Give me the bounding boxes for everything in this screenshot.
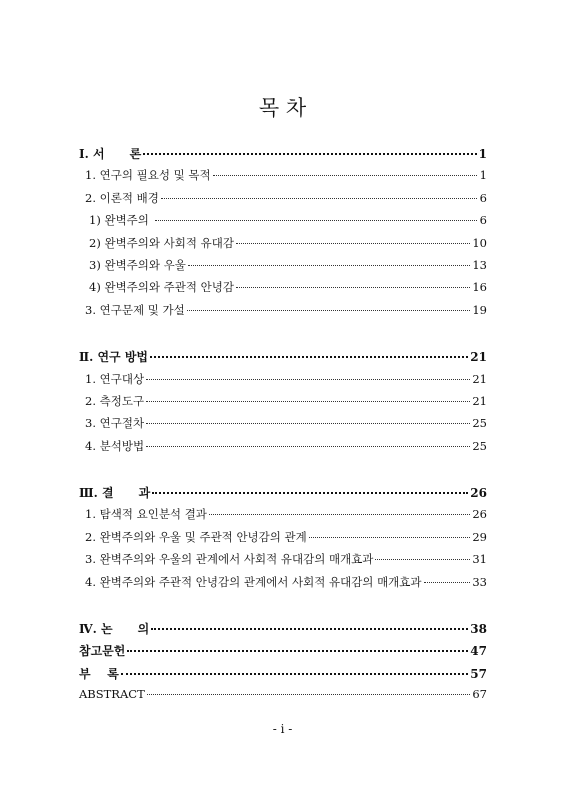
toc-entry[interactable] [79, 415, 487, 437]
toc-entry-label: 2. 완벽주의와 우울 및 주관적 안녕감의 관계 [85, 529, 307, 544]
page-title: 목 차 [258, 96, 307, 120]
toc-page-number: 6 [479, 213, 487, 228]
dot-leader [187, 310, 471, 311]
dot-leader [143, 153, 476, 155]
toc-entry[interactable] [79, 167, 487, 189]
toc-page-number: 21 [470, 350, 487, 365]
toc-page-number: 29 [472, 529, 487, 544]
toc-page-number: 25 [472, 438, 487, 453]
dot-leader [146, 401, 470, 402]
toc-subentry[interactable] [79, 257, 487, 279]
toc-entry-label: 2) 완벽주의와 사회적 유대감 [89, 235, 234, 250]
dot-leader [127, 650, 468, 652]
dot-leader [146, 423, 470, 424]
section-spacer [79, 596, 487, 620]
toc-entry[interactable] [79, 190, 487, 212]
toc-chapter-4[interactable] [79, 620, 487, 642]
table-of-contents [79, 145, 487, 710]
toc-page-number: 1 [479, 168, 487, 183]
toc-abstract[interactable] [79, 687, 487, 709]
toc-entry[interactable] [79, 302, 487, 324]
dot-leader [150, 356, 468, 358]
dot-leader [188, 265, 470, 266]
dot-leader [155, 220, 477, 221]
toc-chapter-label: Ⅳ. 논 의 [79, 622, 150, 637]
toc-page-number: 26 [472, 507, 487, 522]
toc-entry-label: 4) 완벽주의와 주관적 안녕감 [89, 280, 234, 295]
dot-leader [152, 492, 468, 494]
toc-entry[interactable] [79, 551, 487, 573]
toc-page-number: 25 [472, 416, 487, 431]
toc-page-number: 31 [472, 552, 487, 567]
toc-subentry[interactable] [79, 235, 487, 257]
dot-leader [236, 243, 470, 244]
toc-chapter-label: Ⅲ. 결 과 [79, 486, 151, 501]
toc-page-number: 67 [472, 687, 487, 702]
toc-chapter-1[interactable] [79, 145, 487, 167]
toc-entry-label: 1. 연구대상 [85, 371, 145, 386]
toc-page-number: 6 [479, 190, 487, 205]
toc-entry-label: 1. 탐색적 요인분석 결과 [85, 507, 207, 522]
toc-page-number: 38 [470, 622, 487, 637]
toc-page-number: 19 [472, 302, 487, 317]
toc-entry[interactable] [79, 371, 487, 393]
toc-entry-label: 4. 분석방법 [85, 438, 145, 453]
toc-subentry[interactable] [79, 279, 487, 301]
toc-chapter-label: Ⅱ. 연구 방법 [79, 350, 149, 365]
toc-page-number: 1 [478, 147, 487, 161]
toc-entry-label: 2. 측정도구 [85, 393, 145, 408]
toc-chapter-label: 참고문헌 [79, 644, 126, 659]
section-spacer [79, 324, 487, 348]
dot-leader [146, 379, 470, 380]
section-spacer [79, 460, 487, 484]
toc-appendix[interactable] [79, 665, 487, 687]
toc-entry-label: 3. 연구절차 [85, 416, 145, 431]
toc-page-number: 21 [472, 393, 487, 408]
toc-entry[interactable] [79, 574, 487, 596]
toc-page-number: 26 [470, 486, 487, 501]
dot-leader [309, 537, 471, 538]
toc-chapter-3[interactable] [79, 484, 487, 506]
dot-leader [147, 694, 471, 695]
toc-entry-label: 1. 연구의 필요성 및 목적 [85, 168, 211, 183]
toc-references[interactable] [79, 642, 487, 664]
toc-page-number: 47 [470, 644, 487, 659]
toc-page-number: 10 [472, 235, 487, 250]
toc-entry-label: 3. 완벽주의와 우울의 관계에서 사회적 유대감의 매개효과 [85, 552, 374, 567]
toc-entry-label: 3. 연구문제 및 가설 [85, 302, 185, 317]
toc-entry-label: 1) 완벽주의 [89, 213, 153, 228]
dot-leader [121, 673, 468, 675]
toc-entry[interactable] [79, 529, 487, 551]
dot-leader [209, 514, 470, 515]
toc-entry[interactable] [79, 438, 487, 460]
toc-page-number: 13 [472, 257, 487, 272]
toc-page-number: 33 [472, 574, 487, 589]
toc-entry[interactable] [79, 393, 487, 415]
dot-leader [236, 287, 470, 288]
dot-leader [151, 628, 468, 630]
dot-leader [213, 175, 477, 176]
toc-subentry[interactable] [79, 212, 487, 234]
toc-page-number: 57 [470, 666, 487, 681]
page-footer-number: - i - [272, 722, 293, 736]
toc-chapter-label: ABSTRACT [79, 687, 145, 702]
toc-chapter-label: Ⅰ. 서 론 [79, 147, 142, 161]
toc-entry-label: 3) 완벽주의와 우울 [89, 257, 186, 272]
toc-entry-label: 4. 완벽주의와 주관적 안녕감의 관계에서 사회적 유대감의 매개효과 [85, 574, 422, 589]
dot-leader [424, 582, 471, 583]
toc-page-number: 21 [472, 371, 487, 386]
dot-leader [375, 559, 470, 560]
toc-chapter-label: 부 록 [79, 666, 119, 681]
toc-entry-label: 2. 이론적 배경 [85, 190, 159, 205]
toc-chapter-2[interactable] [79, 348, 487, 370]
toc-page-number: 16 [472, 280, 487, 295]
dot-leader [146, 446, 470, 447]
dot-leader [161, 198, 477, 199]
toc-entry[interactable] [79, 506, 487, 528]
